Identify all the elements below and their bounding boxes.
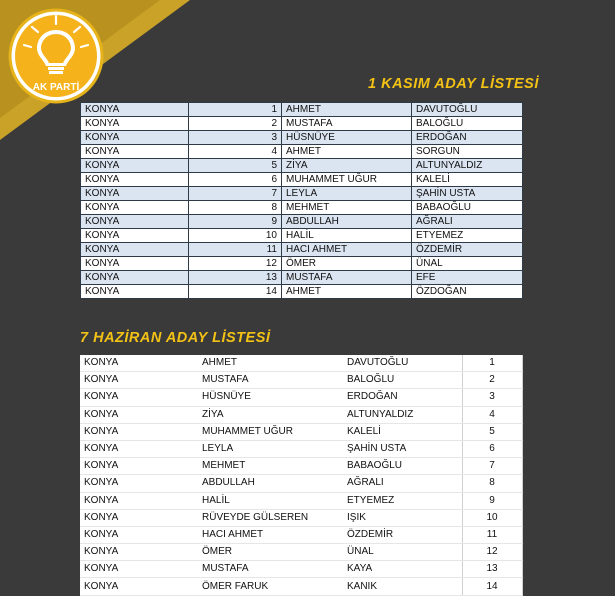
first-name-cell: LEYLA [282,187,412,201]
table-row [80,492,522,509]
table-row [81,215,523,229]
order-number-cell: 11 [189,243,282,257]
city-cell: KONYA [81,243,189,257]
first-name-cell: HACI AHMET [282,243,412,257]
order-number-cell: 3 [189,131,282,145]
last-name-cell: ŞAHİN USTA [343,440,462,457]
order-number-cell: 11 [462,526,522,543]
city-cell: KONYA [81,187,189,201]
first-name-cell: MUHAMMET UĞUR [198,423,343,440]
order-number-cell: 13 [189,271,282,285]
table-row [81,145,523,159]
first-name-cell: MEHMET [282,201,412,215]
order-number-cell: 14 [462,578,522,595]
city-cell: KONYA [80,355,198,372]
table-row [80,355,522,372]
list1-table [80,102,523,299]
last-name-cell: KAYA [343,561,462,578]
last-name-cell: IŞIK [343,509,462,526]
table-row [81,173,523,187]
last-name-cell: KALELİ [343,423,462,440]
first-name-cell: ABDULLAH [282,215,412,229]
order-number-cell: 10 [189,229,282,243]
last-name-cell: DAVUTOĞLU [412,103,523,117]
last-name-cell: DAVUTOĞLU [343,355,462,372]
city-cell: KONYA [80,423,198,440]
city-cell: KONYA [81,145,189,159]
last-name-cell: ETYEMEZ [412,229,523,243]
last-name-cell: ÜNAL [412,257,523,271]
city-cell: KONYA [80,561,198,578]
first-name-cell: ÖMER [282,257,412,271]
table-row [80,389,522,406]
list2-table [80,355,523,596]
table-row [81,257,523,271]
first-name-cell: AHMET [282,103,412,117]
first-name-cell: MUSTAFA [198,372,343,389]
city-cell: KONYA [81,201,189,215]
city-cell: KONYA [80,389,198,406]
table-row [81,131,523,145]
first-name-cell: ÖMER FARUK [198,578,343,595]
first-name-cell: MUSTAFA [282,117,412,131]
first-name-cell: ZİYA [282,159,412,173]
last-name-cell: ALTUNYALDIZ [343,406,462,423]
city-cell: KONYA [80,372,198,389]
table-row [80,544,522,561]
table-row [80,578,522,595]
last-name-cell: ETYEMEZ [343,492,462,509]
last-name-cell: SORGUN [412,145,523,159]
order-number-cell: 9 [462,492,522,509]
table-row [81,271,523,285]
last-name-cell: ŞAHİN USTA [412,187,523,201]
first-name-cell: ÖMER [198,544,343,561]
table-row [80,440,522,457]
first-name-cell: MUSTAFA [198,561,343,578]
city-cell: KONYA [81,159,189,173]
order-number-cell: 8 [189,201,282,215]
table-row [80,561,522,578]
table-row [81,229,523,243]
table-row [80,423,522,440]
table-row [81,103,523,117]
order-number-cell: 12 [462,544,522,561]
first-name-cell: HALİL [198,492,343,509]
table-row [80,526,522,543]
table-row [80,458,522,475]
first-name-cell: HALİL [282,229,412,243]
list1-title: 1 KASIM ADAY LİSTESİ [368,76,539,92]
last-name-cell: ÖZDEMİR [343,526,462,543]
table-row [81,159,523,173]
last-name-cell: AĞRALI [412,215,523,229]
city-cell: KONYA [81,131,189,145]
first-name-cell: MEHMET [198,458,343,475]
order-number-cell: 3 [462,389,522,406]
table-row [81,285,523,299]
city-cell: KONYA [80,440,198,457]
first-name-cell: RÜVEYDE GÜLSEREN [198,509,343,526]
order-number-cell: 2 [189,117,282,131]
last-name-cell: BALOĞLU [343,372,462,389]
order-number-cell: 14 [189,285,282,299]
last-name-cell: AĞRALI [343,475,462,492]
order-number-cell: 9 [189,215,282,229]
logo-text: AK PARTİ [32,82,80,93]
order-number-cell: 7 [462,458,522,475]
last-name-cell: ERDOĞAN [412,131,523,145]
city-cell: KONYA [80,492,198,509]
first-name-cell: HÜSNÜYE [282,131,412,145]
order-number-cell: 6 [462,440,522,457]
first-name-cell: ZİYA [198,406,343,423]
city-cell: KONYA [81,257,189,271]
first-name-cell: HÜSNÜYE [198,389,343,406]
order-number-cell: 13 [462,561,522,578]
last-name-cell: ÖZDOĞAN [412,285,523,299]
city-cell: KONYA [81,117,189,131]
table-row [81,117,523,131]
city-cell: KONYA [80,578,198,595]
order-number-cell: 1 [462,355,522,372]
first-name-cell: MUHAMMET UĞUR [282,173,412,187]
table-row [80,509,522,526]
order-number-cell: 5 [462,423,522,440]
first-name-cell: LEYLA [198,440,343,457]
last-name-cell: KALELİ [412,173,523,187]
last-name-cell: EFE [412,271,523,285]
first-name-cell: MUSTAFA [282,271,412,285]
order-number-cell: 5 [189,159,282,173]
order-number-cell: 10 [462,509,522,526]
table-row [81,201,523,215]
order-number-cell: 8 [462,475,522,492]
order-number-cell: 4 [462,406,522,423]
city-cell: KONYA [81,103,189,117]
table-row [80,475,522,492]
order-number-cell: 7 [189,187,282,201]
city-cell: KONYA [81,173,189,187]
order-number-cell: 4 [189,145,282,159]
table-row [80,372,522,389]
order-number-cell: 2 [462,372,522,389]
table-row [80,406,522,423]
last-name-cell: BABAOĞLU [412,201,523,215]
city-cell: KONYA [81,285,189,299]
order-number-cell: 12 [189,257,282,271]
city-cell: KONYA [80,509,198,526]
order-number-cell: 6 [189,173,282,187]
city-cell: KONYA [80,526,198,543]
city-cell: KONYA [80,458,198,475]
last-name-cell: ÖZDEMİR [412,243,523,257]
first-name-cell: AHMET [198,355,343,372]
city-cell: KONYA [80,406,198,423]
last-name-cell: ALTUNYALDIZ [412,159,523,173]
first-name-cell: ABDULLAH [198,475,343,492]
order-number-cell: 1 [189,103,282,117]
first-name-cell: AHMET [282,285,412,299]
city-cell: KONYA [80,544,198,561]
first-name-cell: HACI AHMET [198,526,343,543]
table-row [81,187,523,201]
table-row [81,243,523,257]
last-name-cell: BABAOĞLU [343,458,462,475]
list2-title: 7 HAZİRAN ADAY LİSTESİ [80,330,271,346]
last-name-cell: ERDOĞAN [343,389,462,406]
city-cell: KONYA [80,475,198,492]
last-name-cell: BALOĞLU [412,117,523,131]
last-name-cell: ÜNAL [343,544,462,561]
last-name-cell: KANIK [343,578,462,595]
city-cell: KONYA [81,271,189,285]
first-name-cell: AHMET [282,145,412,159]
city-cell: KONYA [81,215,189,229]
city-cell: KONYA [81,229,189,243]
